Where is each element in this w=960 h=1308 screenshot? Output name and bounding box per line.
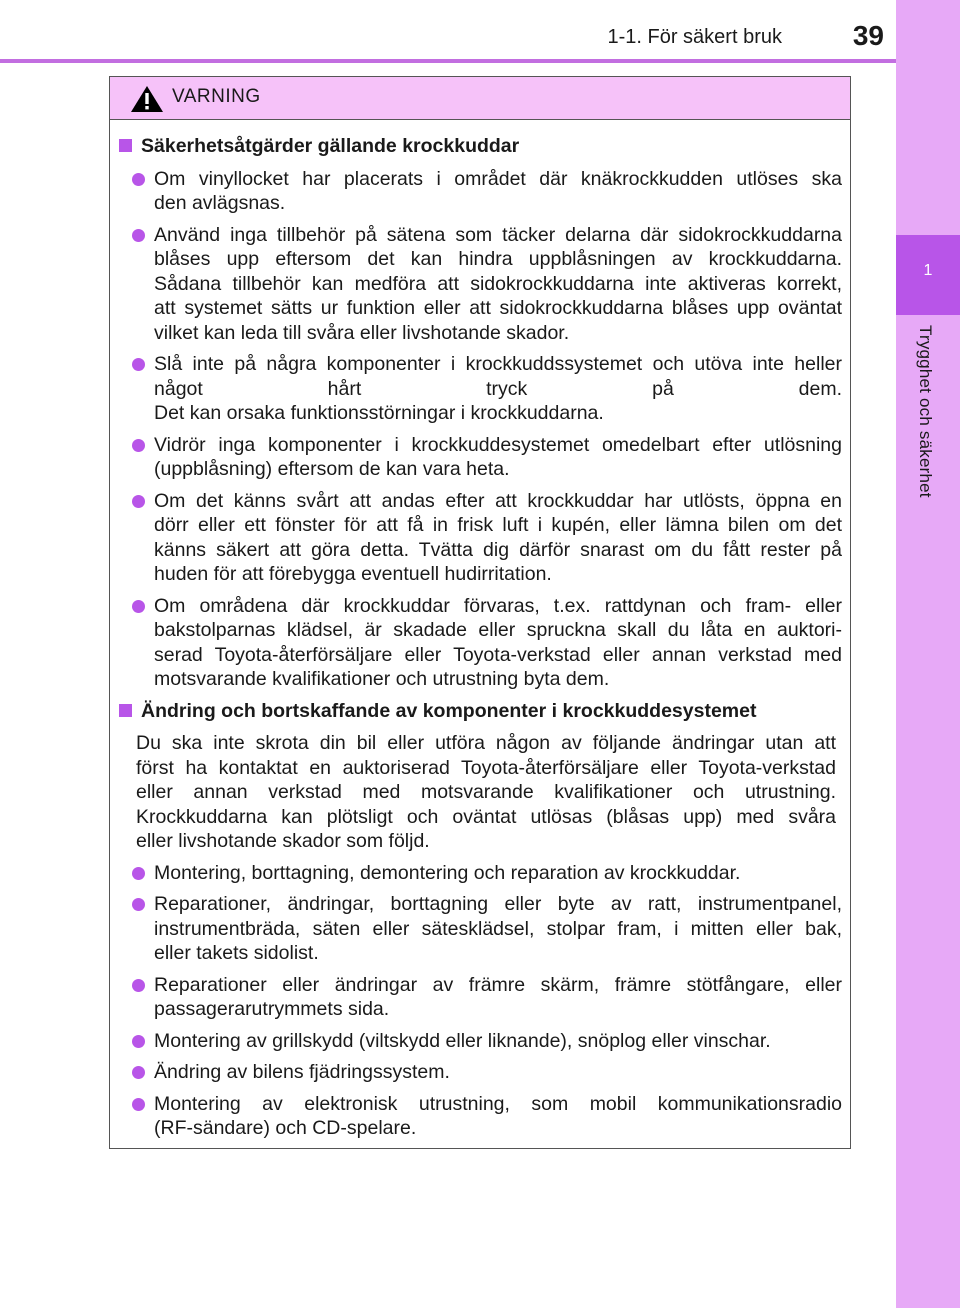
round-bullet-icon (132, 1066, 145, 1079)
list-item (118, 433, 842, 482)
round-bullet-icon (132, 979, 145, 992)
square-bullet-icon (119, 139, 132, 152)
round-bullet-icon (132, 898, 145, 911)
list-item (118, 352, 842, 426)
round-bullet-icon (132, 1035, 145, 1048)
text-line: huden för att förebygga eventuell hudirritation. (154, 563, 552, 585)
round-bullet-icon (132, 867, 145, 880)
section-heading (118, 134, 842, 159)
text-line: Om områdena där krockkuddar förvaras, t.ex. rattdynan och fram- eller (154, 594, 842, 617)
text-line: vilket kan leda till svåra eller livshotande skador. (154, 321, 570, 344)
round-bullet-icon (132, 229, 145, 242)
text-line: Om det känns svårt att andas efter att krockkuddar har utlösts, öppna en (154, 489, 842, 512)
text-line: instrumentbräda, säten eller sätesklädsel, stolpar fram, i mitten eller bak, (154, 917, 842, 940)
round-bullet-icon (132, 1098, 145, 1111)
text-line: Det kan orsaka funktionsstörningar i krockkuddarna. (154, 402, 604, 424)
text-line: dörr eller ett fönster för att få in frisk luft i kupén, eller lämna bilen om det (154, 514, 842, 536)
list-item (118, 167, 842, 216)
list-item (118, 861, 842, 886)
text-line: Du ska inte skrota din bil eller utföra någon av följande ändringar utan att (136, 732, 836, 754)
list-item (118, 1092, 842, 1141)
warning-body (110, 120, 850, 1141)
round-bullet-icon (132, 358, 145, 371)
round-bullet-icon (132, 173, 145, 186)
section-intro (118, 731, 842, 854)
text-line: Montering, borttagning, demontering och reparation av krockkuddar. (154, 861, 741, 884)
header-rule (0, 59, 896, 63)
warning-label: VARNING (172, 86, 261, 107)
text-line: något hårt tryck på dem. (154, 377, 842, 400)
list-item (118, 594, 842, 692)
list-item (118, 892, 842, 966)
warning-box (109, 76, 851, 1149)
text-line: Sådana tillbehör kan medföra att sidokrockkuddarna inte aktiveras korrekt, (154, 272, 842, 295)
text-line: Vidrör inga komponenter i krockkuddesystemet omedelbart efter utlösning (154, 433, 842, 456)
text-line: eller takets sidolist. (154, 942, 319, 964)
text-line: blåses upp eftersom det kan hindra uppblåsningen av krockkuddarna. (154, 248, 842, 270)
chapter-tab (896, 0, 960, 1308)
text-line: Slå inte på några komponenter i krockkuddssystemet och utöva inte heller (154, 353, 842, 375)
text-line: eller annan verkstad med motsvarande kvalifikationer och utrustning. (136, 781, 836, 803)
text-line: känns säkert att göra detta. Tvätta dig därför snarast om du fått rester på (154, 538, 842, 561)
text-line: serad Toyota-återförsäljare eller Toyota-verkstad eller annan verkstad med (154, 643, 842, 666)
list-item (118, 489, 842, 587)
text-line: Montering av grillskydd (viltskydd eller liknande), snöplog eller vinschar. (154, 1029, 771, 1052)
text-line: (RF-sändare) och CD-spelare. (154, 1117, 417, 1139)
text-line: Reparationer, ändringar, borttagning eller byte av ratt, instrumentpanel, (154, 893, 842, 915)
round-bullet-icon (132, 600, 145, 613)
text-line: den avlägsnas. (154, 192, 286, 214)
warning-triangle-icon (130, 85, 164, 113)
round-bullet-icon (132, 495, 145, 508)
text-line: Ändring av bilens fjädringssystem. (154, 1061, 450, 1083)
text-line: Krockkuddarna kan plötsligt och oväntat utlösas (blåsas upp) med svåra (136, 805, 836, 828)
text-line: Använd inga tillbehör på sätena som täcker delarna där sidokrockkuddarna (154, 223, 842, 246)
square-bullet-icon (119, 704, 132, 717)
text-line: först ha kontaktat en auktoriserad Toyota-återförsäljare eller Toyota-verkstad (136, 756, 836, 779)
list-item (118, 1060, 842, 1085)
list-item (118, 973, 842, 1022)
text-line: passagerarutrymmets sida. (154, 998, 390, 1020)
list-item (118, 223, 842, 346)
chapter-number: 1 (923, 262, 933, 279)
text-line: (uppblåsning) eftersom de kan vara heta. (154, 458, 510, 480)
text-line: Reparationer eller ändringar av främre skärm, främre stötfångare, eller (154, 973, 842, 996)
text-line: Om vinyllocket har placerats i området där knäkrockkudden utlöses ska (154, 167, 842, 190)
text-line: motsvarande kvalifikationer och utrustning byta dem. (154, 668, 610, 690)
section-heading-text: Ändring och bortskaffande av komponenter i krockkuddesystemet (141, 699, 757, 722)
text-line: eller livshotande skador som följd. (136, 830, 430, 852)
section-heading-text: Säkerhetsåtgärder gällande krockkuddar (141, 135, 520, 157)
round-bullet-icon (132, 439, 145, 452)
section-heading (118, 699, 842, 724)
warning-header (110, 77, 850, 120)
text-line: bakstolparnas klädsel, är skadade eller spruckna skall du låta en auktori- (154, 619, 842, 641)
page-number: 39 (852, 20, 884, 51)
list-item (118, 1029, 842, 1054)
chapter-title: Trygghet och säkerhet (916, 325, 935, 498)
section-title: 1-1. För säkert bruk (607, 26, 782, 48)
text-line: att systemet sätts ur funktion eller att sidokrockkuddarna blåses upp oväntat (154, 297, 842, 319)
text-line: Montering av elektronisk utrustning, som mobil kommunikationsradio (154, 1092, 842, 1115)
